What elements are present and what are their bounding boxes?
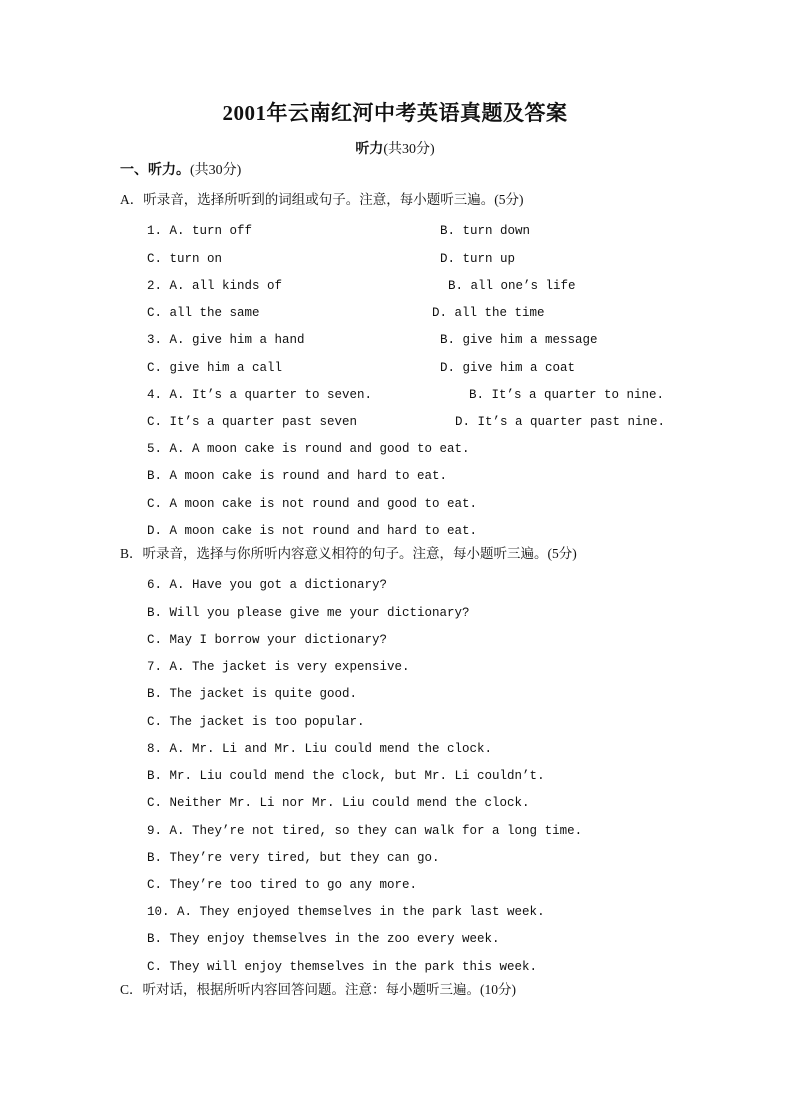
section-a-heading: A．听录音，选择所听到的词组或句子。注意，每小题听三遍。(5分) [120,192,524,207]
section-b-line: C. They’re too tired to go any more. [147,878,418,892]
section-b-heading: B．听录音，选择与你所听内容意义相符的句子。注意，每小题听三遍。(5分) [120,546,577,561]
section-b-line: 7. A. The jacket is very expensive. [147,660,410,674]
q4-option-d: D. It’s a quarter past nine. [455,415,666,429]
section-b-line: 6. A. Have you got a dictionary? [147,578,388,592]
q3-option-b: B. give him a message [440,333,598,347]
q1-option-c: C. turn on [147,252,223,266]
section-b-line: C. May I borrow your dictionary? [147,633,388,647]
q4-option-a: 4. A. It’s a quarter to seven. [147,388,373,402]
q3-option-a: 3. A. give him a hand [147,333,305,347]
q4-option-c: C. It’s a quarter past seven [147,415,358,429]
q4-option-b: B. It’s a quarter to nine. [469,388,665,402]
section-b-line: B. The jacket is quite good. [147,687,358,701]
q1-option-b: B. turn down [440,224,531,238]
subtitle-bold: 听力 [355,142,384,157]
q2-option-d: D. all the time [432,306,545,320]
q2-option-a: 2. A. all kinds of [147,279,283,293]
subtitle-rest: (共30分) [383,142,435,157]
section-b-line: C. Neither Mr. Li nor Mr. Liu could mend the clock. [147,796,530,810]
section-b-line: B. Mr. Liu could mend the clock, but Mr. Li couldn’t. [147,769,545,783]
section-b-line: 9. A. They’re not tired, so they can walk for a long time. [147,824,583,838]
q5-option-a: 5. A. A moon cake is round and good to eat. [147,442,470,456]
q2-option-c: C. all the same [147,306,260,320]
section-b-line: B. They enjoy themselves in the zoo every week. [147,932,500,946]
q5-option-c: C. A moon cake is not round and good to eat. [147,497,478,511]
page-title: 2001年云南红河中考英语真题及答案 [222,101,568,125]
section-b-line: C. The jacket is too popular. [147,715,365,729]
part-one-heading [120,163,241,179]
section-b-line: C. They will enjoy themselves in the park this week. [147,960,538,974]
q5-option-b: B. A moon cake is round and hard to eat. [147,469,448,483]
q1-option-a: 1. A. turn off [147,224,253,238]
q2-option-b: B. all one’s life [448,279,576,293]
part-one-rest: (共30分) [190,163,242,178]
section-c-heading: C．听对话，根据所听内容回答问题。注意：每小题听三遍。(10分) [120,982,516,997]
q5-option-d: D. A moon cake is not round and hard to eat. [147,524,478,538]
q3-option-d: D. give him a coat [440,361,576,375]
section-b-line: B. Will you please give me your dictionary? [147,606,470,620]
q3-option-c: C. give him a call [147,361,283,375]
section-b-line: 10. A. They enjoyed themselves in the park last week. [147,905,545,919]
page-subtitle [0,138,790,158]
q1-option-d: D. turn up [440,252,516,266]
section-b-line: 8. A. Mr. Li and Mr. Liu could mend the clock. [147,742,493,756]
part-one-bold: 一、听力。 [120,163,190,178]
section-b-line: B. They’re very tired, but they can go. [147,851,440,865]
